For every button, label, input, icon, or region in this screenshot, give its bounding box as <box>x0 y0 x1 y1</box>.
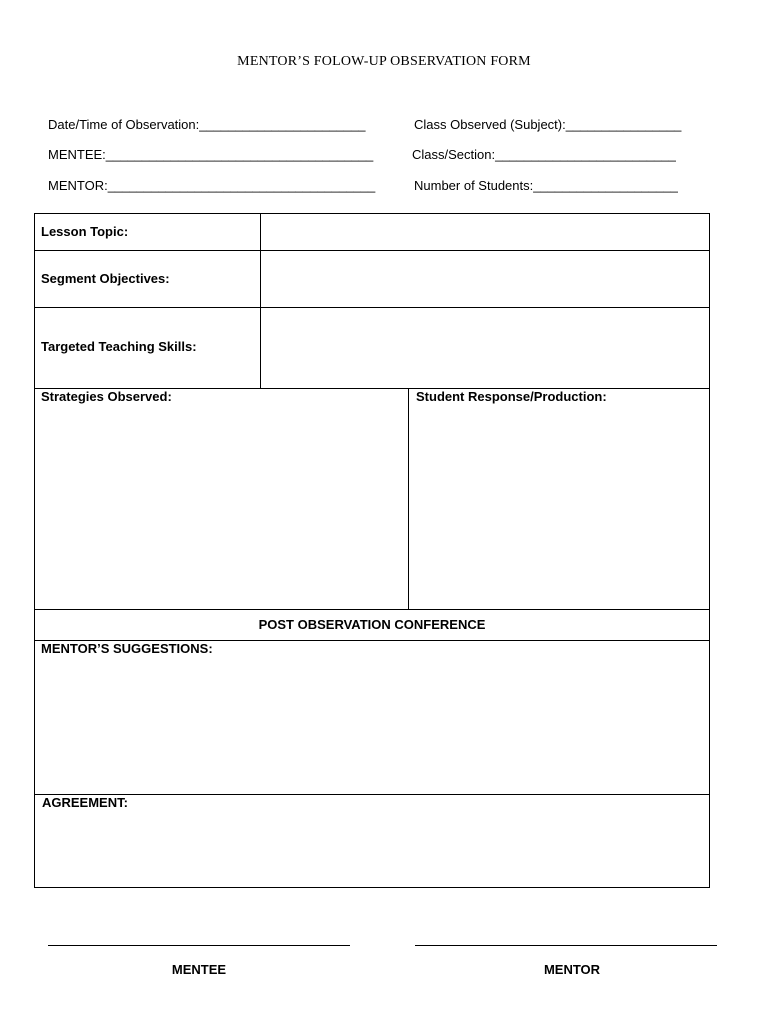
mentee-signature-line[interactable] <box>48 945 350 946</box>
targeted-teaching-skills-label: Targeted Teaching Skills: <box>41 339 197 354</box>
strategies-observed-label: Strategies Observed: <box>41 389 172 404</box>
post-observation-conference-label: POST OBSERVATION CONFERENCE <box>258 617 486 632</box>
agreement-label: AGREEMENT: <box>42 795 128 810</box>
segment-objectives-input[interactable] <box>260 250 710 308</box>
student-response-label: Student Response/Production: <box>416 389 607 404</box>
mentors-suggestions-label: MENTOR’S SUGGESTIONS: <box>41 641 213 656</box>
class-section-field[interactable]: Class/Section:_________________________ <box>412 147 676 162</box>
segment-objectives-label-cell <box>34 250 261 308</box>
mentor-signature-label: MENTOR <box>543 962 601 977</box>
mentor-signature-line[interactable] <box>415 945 717 946</box>
class-observed-field[interactable]: Class Observed (Subject):________________ <box>414 117 682 132</box>
student-response-cell[interactable] <box>408 388 710 610</box>
segment-objectives-label: Segment Objectives: <box>41 271 170 286</box>
date-time-field[interactable]: Date/Time of Observation:_______________________ <box>48 117 366 132</box>
mentor-field[interactable]: MENTOR:_____________________________________ <box>48 178 376 193</box>
agreement-cell[interactable] <box>34 794 710 888</box>
mentors-suggestions-cell[interactable] <box>34 640 710 795</box>
lesson-topic-input[interactable] <box>260 213 710 251</box>
number-of-students-field[interactable]: Number of Students:____________________ <box>414 178 678 193</box>
form-title: MENTOR’S FOLOW-UP OBSERVATION FORM <box>237 54 531 69</box>
targeted-teaching-skills-input[interactable] <box>260 307 710 389</box>
lesson-topic-label: Lesson Topic: <box>41 224 129 239</box>
lesson-topic-label-cell <box>34 213 261 251</box>
mentee-signature-label: MENTEE <box>171 962 227 977</box>
post-observation-conference-header <box>34 609 710 641</box>
targeted-teaching-skills-label-cell <box>34 307 261 389</box>
strategies-observed-cell[interactable] <box>34 388 409 610</box>
mentee-field[interactable]: MENTEE:_____________________________________ <box>48 147 374 162</box>
